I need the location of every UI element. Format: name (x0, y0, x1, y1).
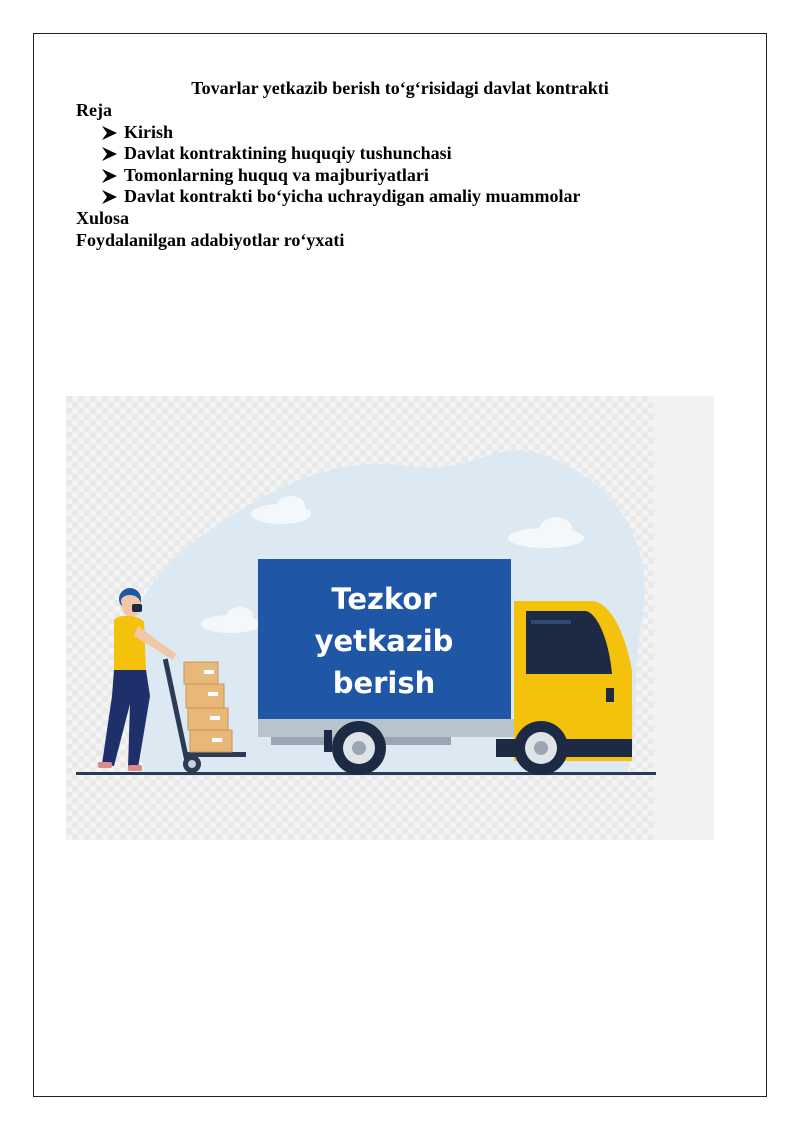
plan-item: Kirish (76, 122, 581, 144)
arrow-bullet-icon (102, 165, 122, 183)
table-of-contents (76, 100, 581, 251)
arrow-bullet-icon (102, 143, 122, 161)
document-page (33, 33, 767, 1097)
delivery-truck-illustration (66, 396, 714, 840)
references-label: Foydalanilgan adabiyotlar ro‘yxati (76, 229, 345, 250)
truck-label-line: berish (332, 666, 436, 700)
plan-item: Davlat kontrakti bo‘yicha uchraydigan amaliy muammolar (76, 186, 581, 208)
wheel-icon (514, 721, 568, 775)
arrow-bullet-icon (102, 186, 122, 204)
truck-label-line: yetkazib (314, 624, 454, 658)
arrow-bullet-icon (102, 122, 122, 140)
plan-list (76, 122, 581, 208)
truck-label-line: Tezkor (331, 582, 437, 616)
plan-label: Reja (76, 100, 112, 120)
conclusion-label: Xulosa (76, 207, 130, 228)
wheel-icon (332, 721, 386, 775)
document-title: Tovarlar yetkazib berish to‘g‘risidagi davlat kontrakti (191, 78, 609, 98)
plan-item: Tomonlarning huquq va majburiyatlari (76, 165, 581, 187)
plan-item: Davlat kontraktining huquqiy tushunchasi (76, 143, 581, 165)
